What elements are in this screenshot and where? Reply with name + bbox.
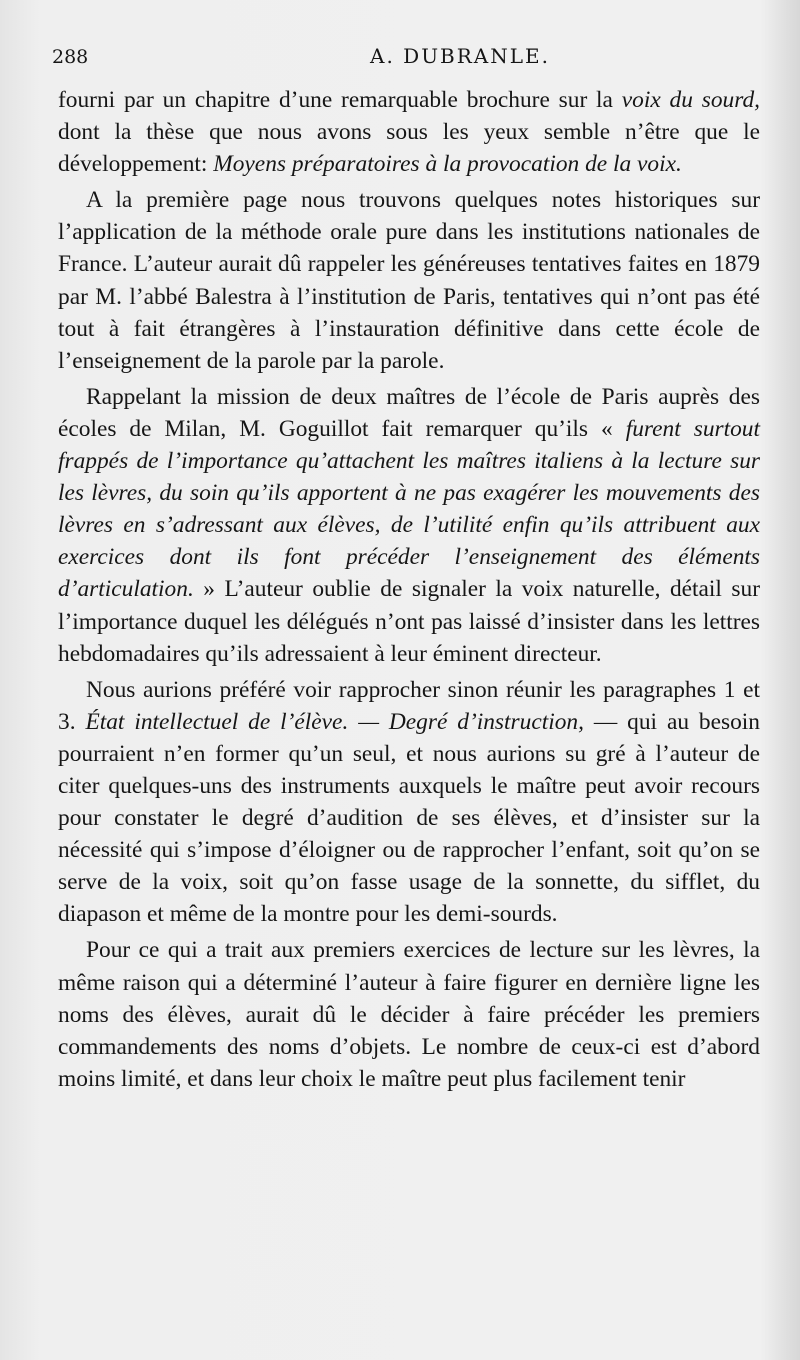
- italic-text: État intellectuel de l’élève. — Degré d’instruction,: [85, 708, 584, 735]
- running-head: A. DUBRANLE.: [370, 44, 550, 68]
- paragraph: [58, 381, 760, 670]
- italic-text: voix du sourd,: [621, 87, 760, 113]
- italic-text: furent surtout frappés de l’importance qu’attachent les maîtres italiens à la lecture sur les lèvres, du soin qu’ils apportent à ne pas exagérer les mouvements des lèvres en s’adressant aux élèves, de l’utilité enfin qu’ils attribuent aux exercices dont ils font précéder l’enseignement des éléments d’articulation.: [58, 415, 761, 603]
- italic-text: Moyens préparatoires à la provocation de la voix.: [213, 151, 682, 178]
- page-gutter-shadow: [760, 0, 800, 1360]
- text-run: — qui au besoin pourraient n’en former qu’un seul, et nous aurions su gré à l’auteur de citer quelques-uns des instruments auxquels le maître peut avoir recours pour constater le degré d’audition de ses élèves, et d’insister sur la nécessité qui s’impose d’éloigner ou de rapprocher l’enfant, soit qu’on se serve de la voix, soit qu’on fasse usage de la sonnette, du sifflet, du diapason et même de la montre pour les demi-sourds.: [58, 708, 760, 928]
- text-run: fourni par un chapitre d’une remarquable brochure sur la: [58, 87, 622, 113]
- body-text: [58, 84, 760, 1099]
- text-run: Nous aurions préféré voir rapprocher sinon réunir les paragraphes 1 et 3.: [58, 676, 760, 735]
- paragraph: [58, 674, 760, 931]
- text-run: Pour ce qui a trait aux premiers exercices de lecture sur les lèvres, la même raison qui a déterminé l’auteur à faire figurer en dernière ligne les noms des élèves, aurait dû le décider à faire précéder les premiers commandements des noms d’objets. Le nombre de ceux-ci est d’abord moins limité, et dans leur choix le maître peut plus facilement tenir: [58, 937, 760, 1092]
- page-number: 288: [52, 46, 89, 68]
- paragraph: [58, 84, 760, 180]
- paragraph: [58, 184, 760, 377]
- text-run: Rappelant la mission de deux maîtres de l’école de Paris auprès des écoles de Milan, M. Goguillot fait remarquer qu’ils «: [58, 383, 760, 442]
- text-run: dont la thèse que nous avons sous les yeux semble n’être que le développement:: [58, 119, 760, 178]
- text-run: A la première page nous trouvons quelques notes historiques sur l’application de la méthode orale pure dans les institutions nationales de France. L’auteur aurait dû rappeler les généreuses tentatives faites en 1879 par M. l’abbé Balestra à l’institution de Paris, tentatives qui n’ont pas été tout à fait étrangères à l’instauration définitive dans cette école de l’enseignement de la parole par la parole.: [58, 187, 760, 374]
- page-header: [52, 40, 762, 80]
- text-run: » L’auteur oublie de signaler la voix naturelle, détail sur l’importance duquel les délégués n’ont pas laissé d’insister dans les lettres hebdomadaires qu’ils adressaient à leur éminent directeur.: [58, 576, 760, 667]
- paragraph: [58, 934, 760, 1094]
